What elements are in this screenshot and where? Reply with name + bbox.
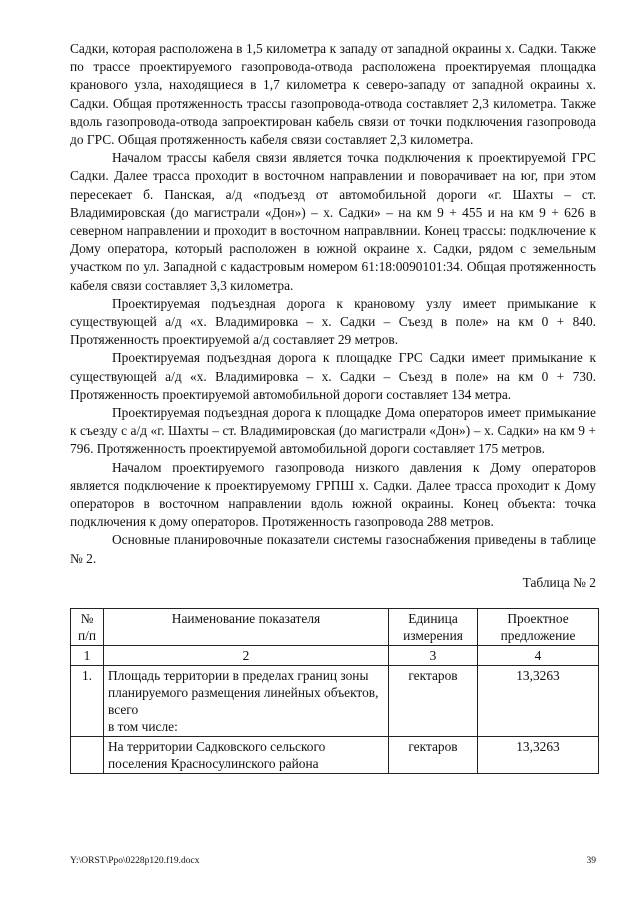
index-cell: 3 [389,645,478,665]
header-name: Наименование показателя [104,608,389,645]
table-caption: Таблица № 2 [522,574,596,590]
indicators-table [70,608,599,774]
row-value: 13,3263 [478,665,599,736]
header-value: Проектное предложение [478,608,599,645]
page-footer [70,856,596,866]
table-header-row [71,608,599,645]
paragraph-6: Началом проектируемого газопровода низкого давления к Дому операторов является подключение к проектируемому ГРПШ х. Садки. Далее трасса проходит к Дому операторов в восточном направлении вдоль южной окраины. Конец объекта: точка подключения к дому операторов. Протяженность газопровода 288 метров. [70,459,596,530]
index-cell: 2 [104,645,389,665]
table-row [71,736,599,773]
row-unit: гектаров [389,665,478,736]
document-page [70,40,596,774]
row-num [71,736,104,773]
paragraph-3: Проектируемая подъездная дорога к крановому узлу имеет примыкание к существующей а/д «х. Владимировка – х. Садки – Съезд в поле» на км 0 + 840. Протяженность проектируемой а/д составляет 29 метров. [70,295,596,348]
paragraph-1: Садки, которая расположена в 1,5 километра к западу от западной окраины х. Садки. Также по трассе проектируемого газопровода-отвода расположена проектируемая площадка кранового узла, находящиеся в 1,7 километра к северо-западу от западной окраины х. Садки. Общая протяженность трассы газопровода-отвода составляет 2,3 километра. Также вдоль газопровода-отвода запроектирован кабель связи от точки подключения газопровода до ГРС. Общая протяженность кабеля связи составляет 2,3 километра. [70,41,596,148]
row-name-sub: в том числе: [108,718,178,734]
paragraph-5: Проектируемая подъездная дорога к площадке Дома операторов имеет примыкание к съезду с а/д «г. Шахты – ст. Владимировская (до магистрали «Дон») – х. Садки» на км 9 + 796. Протяженность проектируемой автомобильной дороги составляет 175 метров. [70,405,596,457]
row-name [104,665,389,736]
paragraph-2: Началом трассы кабеля связи является точка подключения к проектируемой ГРС Садки. Далее трасса проходит в восточном направлении и поворачивает на юг, при этом пересекает б. Панская, а/д «подъезд от автомобильной дороги «г. Шахты – ст. Владимировская (до магистрали «Дон») – х. Садки» – на км 9 + 455 и на км 9 + 626 в северном направлении и проходит в восточном направлвнии. Конец трассы: подключение к Дому оператора, который расположен в южной окраине х. Садки, рядом с земельным участком по ул. Западной с кадастровым номером 61:18:0090101:34. Общая протяженность кабеля связи составляет 3,3 километра. [70,150,596,293]
row-value: 13,3263 [478,736,599,773]
row-unit: гектаров [389,736,478,773]
row-name: На территории Садковского сельского поселения Красносулинского района [104,736,389,773]
footer-page-number: 39 [586,856,596,866]
index-cell: 1 [71,645,104,665]
row-num: 1. [71,665,104,736]
footer-file-path: Y:\ORST\Ppo\0228p120.f19.docx [70,856,200,866]
header-num: № п/п [71,608,104,645]
row-name-text: Площадь территории в пределах границ зоны планируемого размещения линейных объектов, всего [108,667,379,717]
paragraph-4: Проектируемая подъездная дорога к площадке ГРС Садки имеет примыкание к существующей а/д «х. Владимировка – х. Садки – Съезд в поле» на км 0 + 730. Протяженность проектируемой автомобильной дороги составляет 134 метра. [70,350,596,402]
paragraph-7: Основные планировочные показатели системы газоснабжения приведены в таблице № 2. [70,532,596,566]
table-row [71,665,599,736]
index-cell: 4 [478,645,599,665]
header-unit: Единица измерения [389,608,478,645]
table-index-row [71,645,599,665]
